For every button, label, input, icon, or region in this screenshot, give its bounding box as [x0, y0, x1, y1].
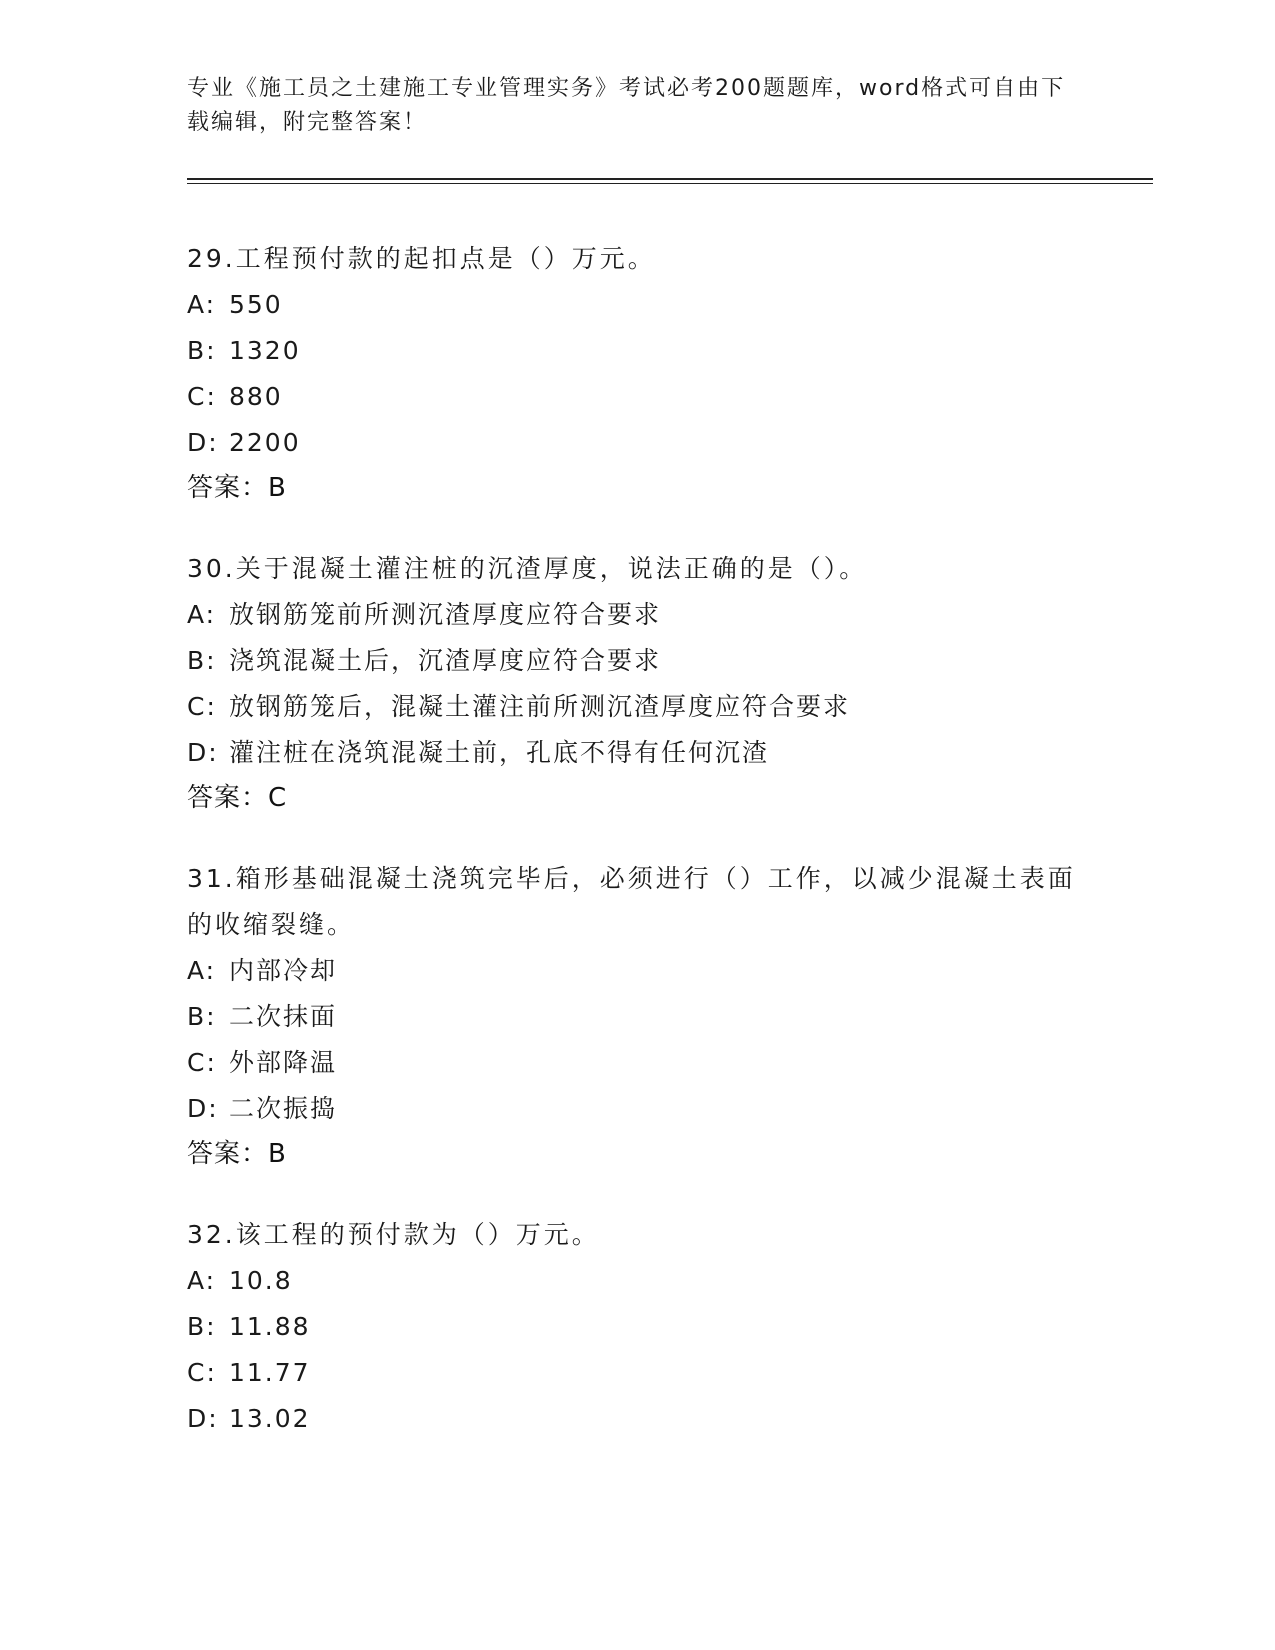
document-header: 专业《施工员之土建施工专业管理实务》考试必考200题题库，word格式可自由下载编辑，附完整答案！: [187, 76, 1066, 135]
option-letter: B:: [187, 1312, 217, 1341]
option-letter: A:: [187, 956, 217, 985]
option-text: 13.02: [229, 1404, 311, 1433]
option-d: [187, 420, 1087, 466]
header-divider-thin: [187, 183, 1153, 184]
option-d: [187, 1086, 1087, 1132]
option-letter: A:: [187, 1266, 217, 1295]
option-text: 放钢筋笼后，混凝土灌注前所测沉渣厚度应符合要求: [229, 692, 851, 721]
answer-text: 答案：B: [187, 1139, 287, 1169]
option-b: [187, 328, 1087, 374]
option-letter: D:: [187, 428, 219, 457]
option-text: 11.88: [229, 1312, 311, 1341]
question-32: [187, 1212, 1087, 1442]
question-31: [187, 856, 1087, 1176]
option-text: 外部降温: [229, 1048, 338, 1077]
option-b: [187, 638, 1087, 684]
option-letter: C:: [187, 692, 217, 721]
option-b: [187, 1304, 1087, 1350]
option-a: [187, 282, 1087, 328]
option-text: 10.8: [229, 1266, 293, 1295]
option-d: [187, 1396, 1087, 1442]
option-c: [187, 684, 1087, 730]
option-text: 二次抹面: [229, 1002, 338, 1031]
question-stem: 29.工程预付款的起扣点是（）万元。: [187, 244, 656, 273]
option-letter: B:: [187, 646, 217, 675]
option-letter: D:: [187, 1094, 219, 1123]
option-c: [187, 1350, 1087, 1396]
answer-text: 答案：B: [187, 473, 287, 503]
option-text: 浇筑混凝土后，沉渣厚度应符合要求: [229, 646, 662, 675]
option-d: [187, 730, 1087, 776]
question-30: [187, 546, 1087, 820]
option-letter: B:: [187, 1002, 217, 1031]
option-text: 1320: [229, 336, 301, 365]
option-c: [187, 374, 1087, 420]
option-letter: A:: [187, 600, 217, 629]
option-c: [187, 1040, 1087, 1086]
option-text: 内部冷却: [229, 956, 338, 985]
question-stem: 30.关于混凝土灌注桩的沉渣厚度，说法正确的是（）。: [187, 554, 868, 583]
option-text: 二次振捣: [229, 1094, 338, 1123]
option-letter: A:: [187, 290, 217, 319]
option-a: [187, 948, 1087, 994]
option-text: 放钢筋笼前所测沉渣厚度应符合要求: [229, 600, 662, 629]
question-list: [187, 236, 1087, 1478]
option-letter: C:: [187, 1358, 217, 1387]
option-text: 550: [229, 290, 283, 319]
header-divider-thick: [187, 178, 1153, 180]
question-stem: 31.箱形基础混凝土浇筑完毕后，必须进行（）工作，以减少混凝土表面的收缩裂缝。: [187, 864, 1076, 939]
option-letter: D:: [187, 1404, 219, 1433]
option-text: 880: [229, 382, 283, 411]
option-text: 11.77: [229, 1358, 311, 1387]
option-letter: C:: [187, 1048, 217, 1077]
question-stem: 32.该工程的预付款为（）万元。: [187, 1220, 600, 1249]
option-a: [187, 592, 1087, 638]
question-29: [187, 236, 1087, 510]
option-text: 灌注桩在浇筑混凝土前，孔底不得有任何沉渣: [229, 738, 770, 767]
option-letter: D:: [187, 738, 219, 767]
option-text: 2200: [229, 428, 301, 457]
option-letter: B:: [187, 336, 217, 365]
answer-text: 答案：C: [187, 783, 288, 813]
option-b: [187, 994, 1087, 1040]
option-letter: C:: [187, 382, 217, 411]
option-a: [187, 1258, 1087, 1304]
